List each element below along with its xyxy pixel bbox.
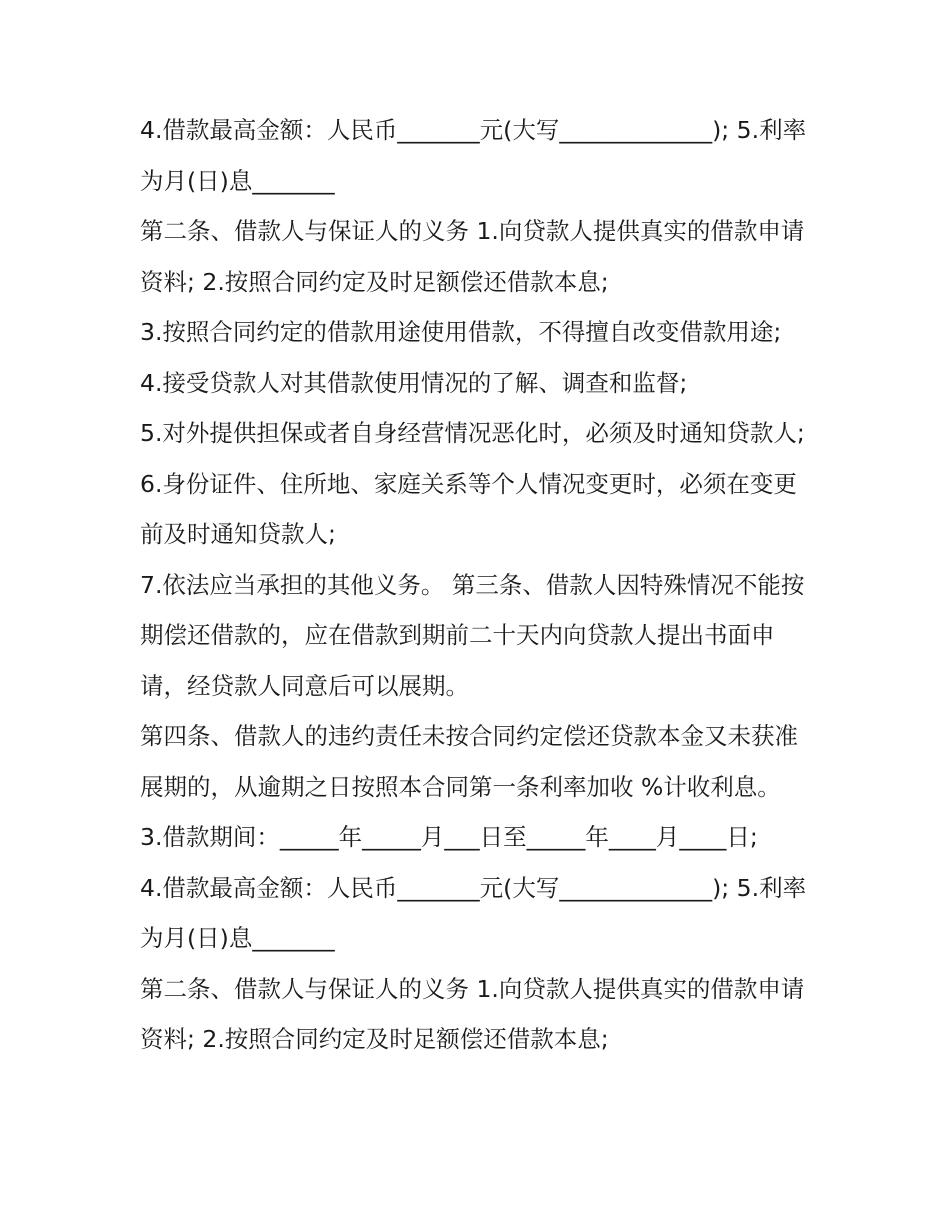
paragraph-article-4-liability: 第四条、借款人的违约责任未按合同约定偿还贷款本金又未获准展期的，从逾期之日按照本合同第一条利率加收 %计收利息。	[140, 722, 798, 801]
paragraph-loan-purpose: 3.按照合同约定的借款用途使用借款，不得擅自改变借款用途;	[140, 318, 782, 346]
paragraph-article-2-obligations: 第二条、借款人与保证人的义务 1.向贷款人提供真实的借款申请资料; 2.按照合同约定及时足额偿还借款本息;	[140, 217, 805, 296]
paragraph-article-3-extension: 7.依法应当承担的其他义务。 第三条、借款人因特殊情况不能按期偿还借款的，应在借款到期前二十天内向贷款人提出书面申请，经贷款人同意后可以展期。	[140, 570, 805, 700]
paragraph-loan-period: 3.借款期间：_____年_____月___日至_____年____月____日;	[140, 823, 758, 851]
paragraph-supervision: 4.接受贷款人对其借款使用情况的了解、调查和监督;	[140, 368, 688, 397]
paragraph-max-amount-rate: 4.借款最高金额：人民币_______元(大写_____________); 5.利率为月(日)息_______	[140, 116, 807, 195]
paragraph-article-2-obligations-repeat: 第二条、借款人与保证人的义务 1.向贷款人提供真实的借款申请资料; 2.按照合同约定及时足额偿还借款本息;	[140, 974, 805, 1053]
paragraph-notify-changes: 5.对外提供担保或者自身经营情况恶化时，必须及时通知贷款人; 6.身份证件、住所地、家庭关系等个人情况变更时，必须在变更前及时通知贷款人;	[140, 419, 813, 548]
document-body	[140, 105, 820, 1065]
paragraph-max-amount-rate-repeat: 4.借款最高金额：人民币_______元(大写_____________); 5.利率为月(日)息_______	[140, 873, 807, 952]
